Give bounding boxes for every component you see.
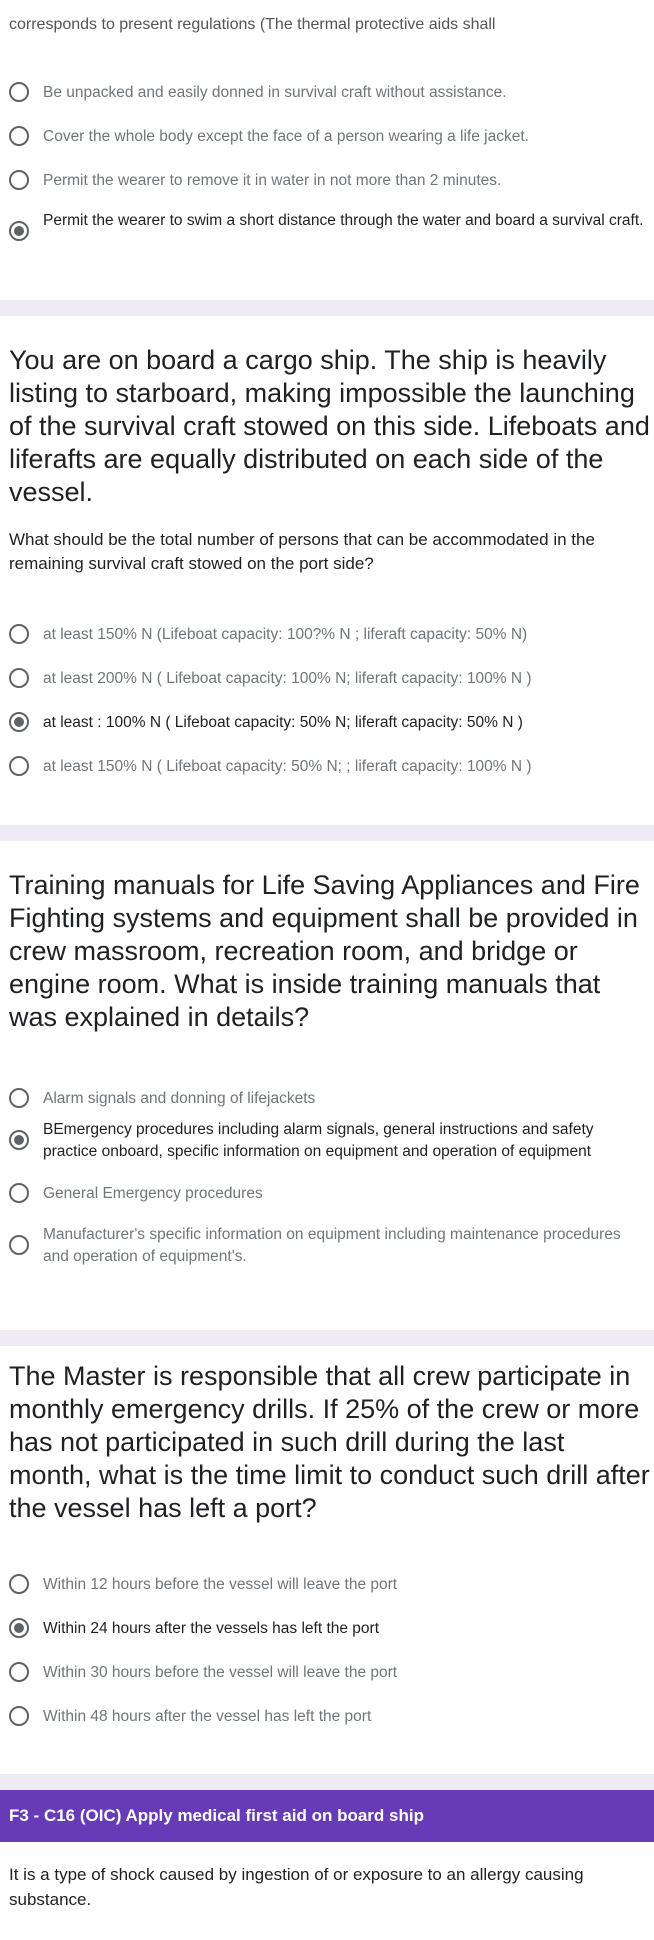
radio-selected-icon[interactable] xyxy=(9,1618,29,1638)
option-q3-1[interactable] xyxy=(9,1088,645,1110)
option-label: at least : 100% N ( Lifeboat capacity: 50% N; liferaft capacity: 50% N ) xyxy=(43,714,523,731)
option-q2-4[interactable] xyxy=(9,756,645,778)
radio-selected-icon[interactable] xyxy=(9,1130,29,1150)
radio-icon[interactable] xyxy=(9,170,29,190)
option-q3-4[interactable] xyxy=(9,1224,645,1268)
question-card-3 xyxy=(0,841,654,1330)
option-q2-2[interactable] xyxy=(9,668,645,690)
option-q1-4[interactable] xyxy=(9,210,645,241)
radio-icon[interactable] xyxy=(9,1183,29,1203)
question-title: The Master is responsible that all crew participate in monthly emergency drills. If 25% of the crew or more has not participated in such drill during the last month, what is the time limit to conduct such drill after the vessel has left a port? xyxy=(9,1361,650,1523)
option-q2-1[interactable] xyxy=(9,624,645,646)
question-title: You are on board a cargo ship. The ship is heavily listing to starboard, making impossible the launching of the survival craft stowed on this side. Lifeboats and liferafts are equally distributed on each side of the vessel. xyxy=(9,345,650,507)
option-q4-3[interactable] xyxy=(9,1662,645,1684)
question-title: Training manuals for Life Saving Appliances and Fire Fighting systems and equipment shall be provided in crew massroom, recreation room, and bridge or engine room. What is inside training manuals that was explained in details? xyxy=(9,870,640,1032)
option-label: Permit the wearer to swim a short distance through the water and board a survival craft. xyxy=(43,212,644,229)
option-q2-3[interactable] xyxy=(9,712,645,734)
question-card-5 xyxy=(0,1842,654,1940)
radio-icon[interactable] xyxy=(9,1662,29,1682)
option-label: Be unpacked and easily donned in survival craft without assistance. xyxy=(43,84,507,101)
section-title: F3 - C16 (OIC) Apply medical first aid on board ship xyxy=(9,1806,424,1825)
option-label: Alarm signals and donning of lifejackets xyxy=(43,1090,316,1107)
radio-icon[interactable] xyxy=(9,1706,29,1726)
option-label: Within 24 hours after the vessels has left the port xyxy=(43,1620,380,1637)
radio-icon[interactable] xyxy=(9,624,29,644)
option-q1-2[interactable] xyxy=(9,126,645,148)
option-label: Cover the whole body except the face of a person wearing a life jacket. xyxy=(43,128,529,145)
question-card-1 xyxy=(0,0,654,300)
option-label: Manufacturer's specific information on equipment including maintenance procedures and operation of equipment's. xyxy=(43,1226,621,1265)
option-label: Within 12 hours before the vessel will leave the port xyxy=(43,1576,398,1593)
option-label: BEmergency procedures including alarm signals, general instructions and safety practice onboard, specific information on equipment and operation of equipment xyxy=(43,1121,594,1160)
question-card-2 xyxy=(0,316,654,825)
radio-icon[interactable] xyxy=(9,82,29,102)
option-label: Permit the wearer to remove it in water in not more than 2 minutes. xyxy=(43,172,502,189)
radio-icon[interactable] xyxy=(9,1574,29,1594)
option-q3-3[interactable] xyxy=(9,1183,645,1205)
radio-icon[interactable] xyxy=(9,1088,29,1108)
radio-selected-icon[interactable] xyxy=(9,712,29,732)
section-header xyxy=(0,1790,654,1842)
clipped-question-text: corresponds to present regulations (The thermal protective aids shall xyxy=(9,16,496,33)
option-q3-2[interactable] xyxy=(9,1119,645,1163)
option-label: Within 48 hours after the vessel has left the port xyxy=(43,1708,372,1725)
option-q1-1[interactable] xyxy=(9,82,645,104)
radio-selected-icon[interactable] xyxy=(9,221,29,241)
radio-icon[interactable] xyxy=(9,668,29,688)
option-label: Within 30 hours before the vessel will leave the port xyxy=(43,1664,398,1681)
option-label: at least 150% N (Lifeboat capacity: 100?% N ; liferaft capacity: 50% N) xyxy=(43,626,528,643)
radio-icon[interactable] xyxy=(9,1235,29,1255)
option-label: at least 200% N ( Lifeboat capacity: 100% N; liferaft capacity: 100% N ) xyxy=(43,670,532,687)
question-text: It is a type of shock caused by ingestion of or exposure to an allergy causing substance. xyxy=(9,1865,584,1909)
option-q4-4[interactable] xyxy=(9,1706,645,1728)
question-description: What should be the total number of persons that can be accommodated in the remaining survival craft stowed on the port side? xyxy=(9,530,595,573)
option-label: at least 150% N ( Lifeboat capacity: 50% N; ; liferaft capacity: 100% N ) xyxy=(43,758,532,775)
radio-icon[interactable] xyxy=(9,756,29,776)
option-q1-3[interactable] xyxy=(9,170,645,192)
option-label: General Emergency procedures xyxy=(43,1185,263,1202)
option-q4-2[interactable] xyxy=(9,1618,645,1640)
option-q4-1[interactable] xyxy=(9,1574,645,1596)
question-card-4 xyxy=(0,1346,654,1774)
radio-icon[interactable] xyxy=(9,126,29,146)
